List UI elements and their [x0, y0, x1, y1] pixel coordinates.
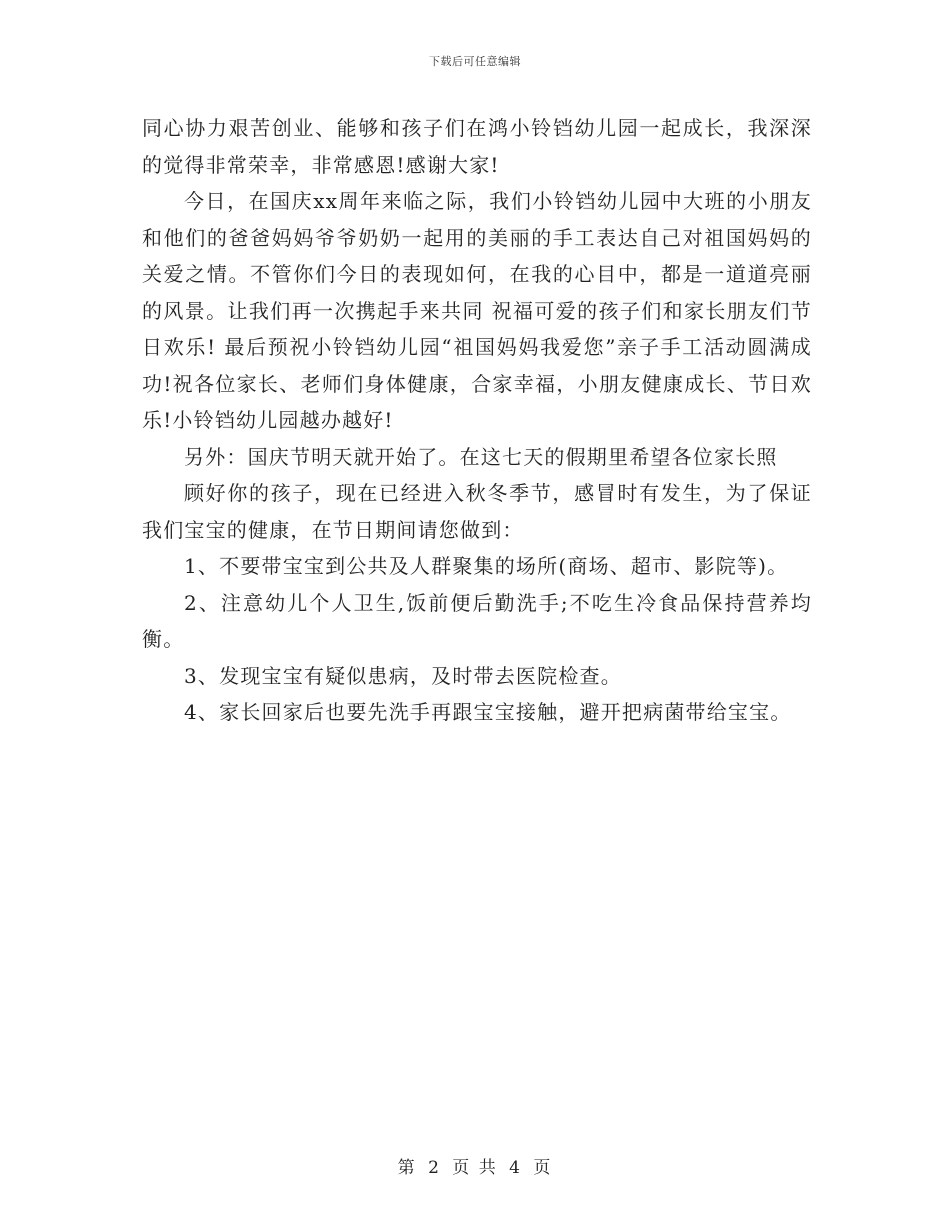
page-number-suffix: 页: [533, 1158, 553, 1178]
paragraph-holiday-notice: 另外：国庆节明天就开始了。在这七天的假期里希望各位家长照: [184, 444, 778, 469]
list-item: 3、发现宝宝有疑似患病，及时带去医院检查。: [184, 663, 622, 688]
list-item: 2、注意幼儿个人卫生,饭前便后勤洗手;不吃生冷食品保持营养均衡。: [142, 590, 812, 651]
paragraph-holiday-notice-cont: 顾好你的孩子，现在已经进入秋冬季节，感冒时有发生，为了保证我们宝宝的健康，在节日期间请您做到：: [142, 481, 812, 542]
page-number-middle: 页 共: [452, 1158, 498, 1178]
list-item: 4、家长回家后也要先洗手再跟宝宝接触，避开把病菌带给宝宝。: [184, 700, 792, 724]
page-header: 下载后可任意编辑: [429, 55, 521, 68]
page-number-prefix: 第: [397, 1158, 417, 1178]
page-number: [0, 1153, 950, 1178]
document-body: [142, 110, 812, 731]
list-item: 1、不要带宝宝到公共及人群聚集的场所(商场、超市、影院等)。: [184, 554, 789, 578]
page-number-current: 2: [428, 1158, 441, 1178]
paragraph-national-day: 今日，在国庆xx周年来临之际，我们小铃铛幼儿园中大班的小朋友和他们的爸爸妈妈爷爷奶奶一起用的美丽的手工表达自己对祖国妈妈的关爱之情。不管你们今日的表现如何，在我的心目中，都是一道道亮丽的风景。让我们再一次携起手来共同 祝福可爱的孩子们和家长朋友们节日欢乐! 最后预祝小铃铛幼儿园“祖国妈妈我爱您”亲子手工活动圆满成功!祝各位家长、老师们身体健康，合家幸福，小朋友健康成长、节日欢乐!小铃铛幼儿园越办越好!: [142, 189, 812, 432]
page-number-total: 4: [509, 1158, 522, 1178]
paragraph-continuation: 同心协力艰苦创业、能够和孩子们在鸿小铃铛幼儿园一起成长，我深深的觉得非常荣幸，非常感恩!感谢大家!: [142, 116, 812, 177]
